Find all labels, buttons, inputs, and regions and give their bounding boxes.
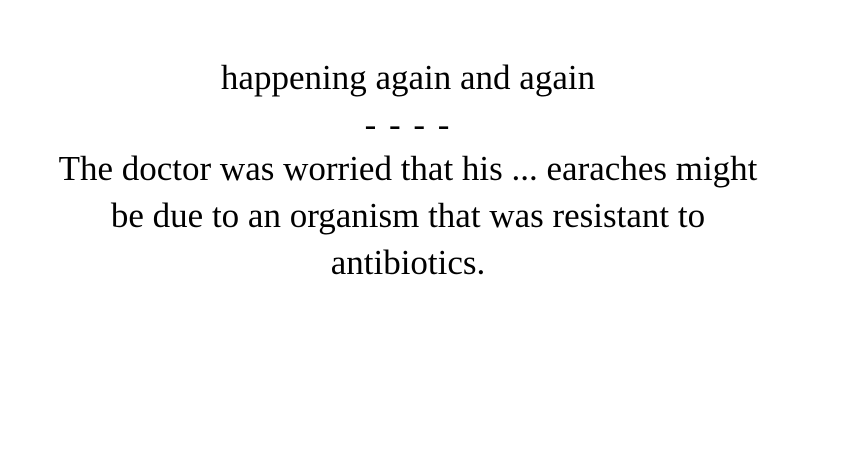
example-sentence: The doctor was worried that his ... earaches might be due to an organism that was resistant to antibiotics. [58,149,758,282]
separator: - - - - [364,105,452,144]
definition-text: happening again and again [220,58,596,97]
